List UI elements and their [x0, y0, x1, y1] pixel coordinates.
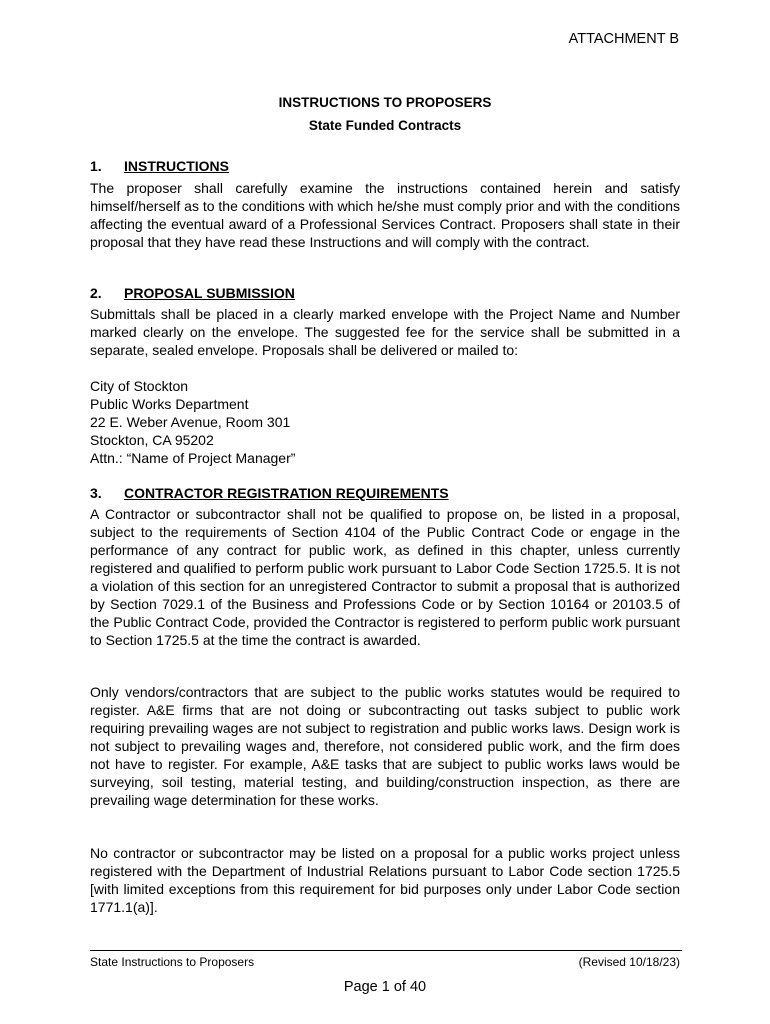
section-1-paragraph: The proposer shall carefully examine the instructions contained herein and satisfy himself/herself as to the conditions with which he/she must comply prior and with the conditions affecting the eventual award of a Professional Services Contract. Proposers shall state in their proposal that they have read these Instructions and will comply with the contract.: [90, 180, 680, 250]
address-line: Public Works Department: [90, 396, 249, 412]
section-number: 3.: [90, 485, 102, 501]
address-line: City of Stockton: [90, 378, 189, 394]
address-line: Attn.: “Name of Project Manager”: [90, 450, 296, 466]
document-title: INSTRUCTIONS TO PROPOSERS: [278, 95, 492, 110]
section-2-paragraph: Submittals shall be placed in a clearly marked envelope with the Project Name and Number marked clearly on the envelope. The suggested fee for the service shall be submitted in a separate, sealed envelope. Proposals shall be delivered or mailed to:: [90, 306, 680, 358]
section-3-paragraph-2: Only vendors/contractors that are subject to the public works statutes would be required to register. A&E firms that are not doing or subcontracting out tasks subject to public work requiring prevailing wages are not subject to registration and public works laws. Design work is not subject to prevailing wages and, therefore, not considered public work, and the firm does not have to register. For example, A&E tasks that are subject to public works laws would be surveying, soil testing, material testing, and building/construction inspection, as there are prevailing wage determination for these works.: [90, 684, 680, 808]
address-line: Stockton, CA 95202: [90, 432, 214, 448]
footer-divider: [90, 950, 682, 951]
section-3-heading: [90, 484, 449, 502]
footer-revision-date: (Revised 10/18/23): [578, 955, 680, 969]
page-number: Page 1 of 40: [343, 979, 427, 995]
section-number: 1.: [90, 158, 102, 174]
section-title: PROPOSAL SUBMISSION: [124, 285, 295, 301]
section-2-heading: [90, 284, 295, 302]
mailing-address: [90, 377, 680, 467]
footer-document-name: State Instructions to Proposers: [90, 955, 255, 969]
section-3-paragraph-3: No contractor or subcontractor may be listed on a proposal for a public works project unless registered with the Department of Industrial Relations pursuant to Labor Code section 1725.5 [with limited exceptions from this requirement for bid purposes only under Labor Code section 1771.1(a)].: [90, 845, 680, 915]
section-1-heading: [90, 157, 229, 175]
section-3-paragraph-1: A Contractor or subcontractor shall not be qualified to propose on, be listed in a proposal, subject to the requirements of Section 4104 of the Public Contract Code or engage in the performance of any contract for public work, as defined in this chapter, unless currently registered and qualified to perform public work pursuant to Labor Code Section 1725.5. It is not a violation of this section for an unregistered Contractor to submit a proposal that is authorized by Section 7029.1 of the Business and Professions Code or by Section 10164 or 20103.5 of the Public Contract Code, provided the Contractor is registered to perform public work pursuant to Section 1725.5 at the time the contract is awarded.: [90, 506, 680, 648]
address-line: 22 E. Weber Avenue, Room 301: [90, 414, 291, 430]
section-title: CONTRACTOR REGISTRATION REQUIREMENTS: [124, 485, 449, 501]
attachment-label: ATTACHMENT B: [568, 31, 679, 47]
section-title: INSTRUCTIONS: [124, 158, 229, 174]
document-subtitle: State Funded Contracts: [308, 118, 462, 133]
section-number: 2.: [90, 285, 102, 301]
